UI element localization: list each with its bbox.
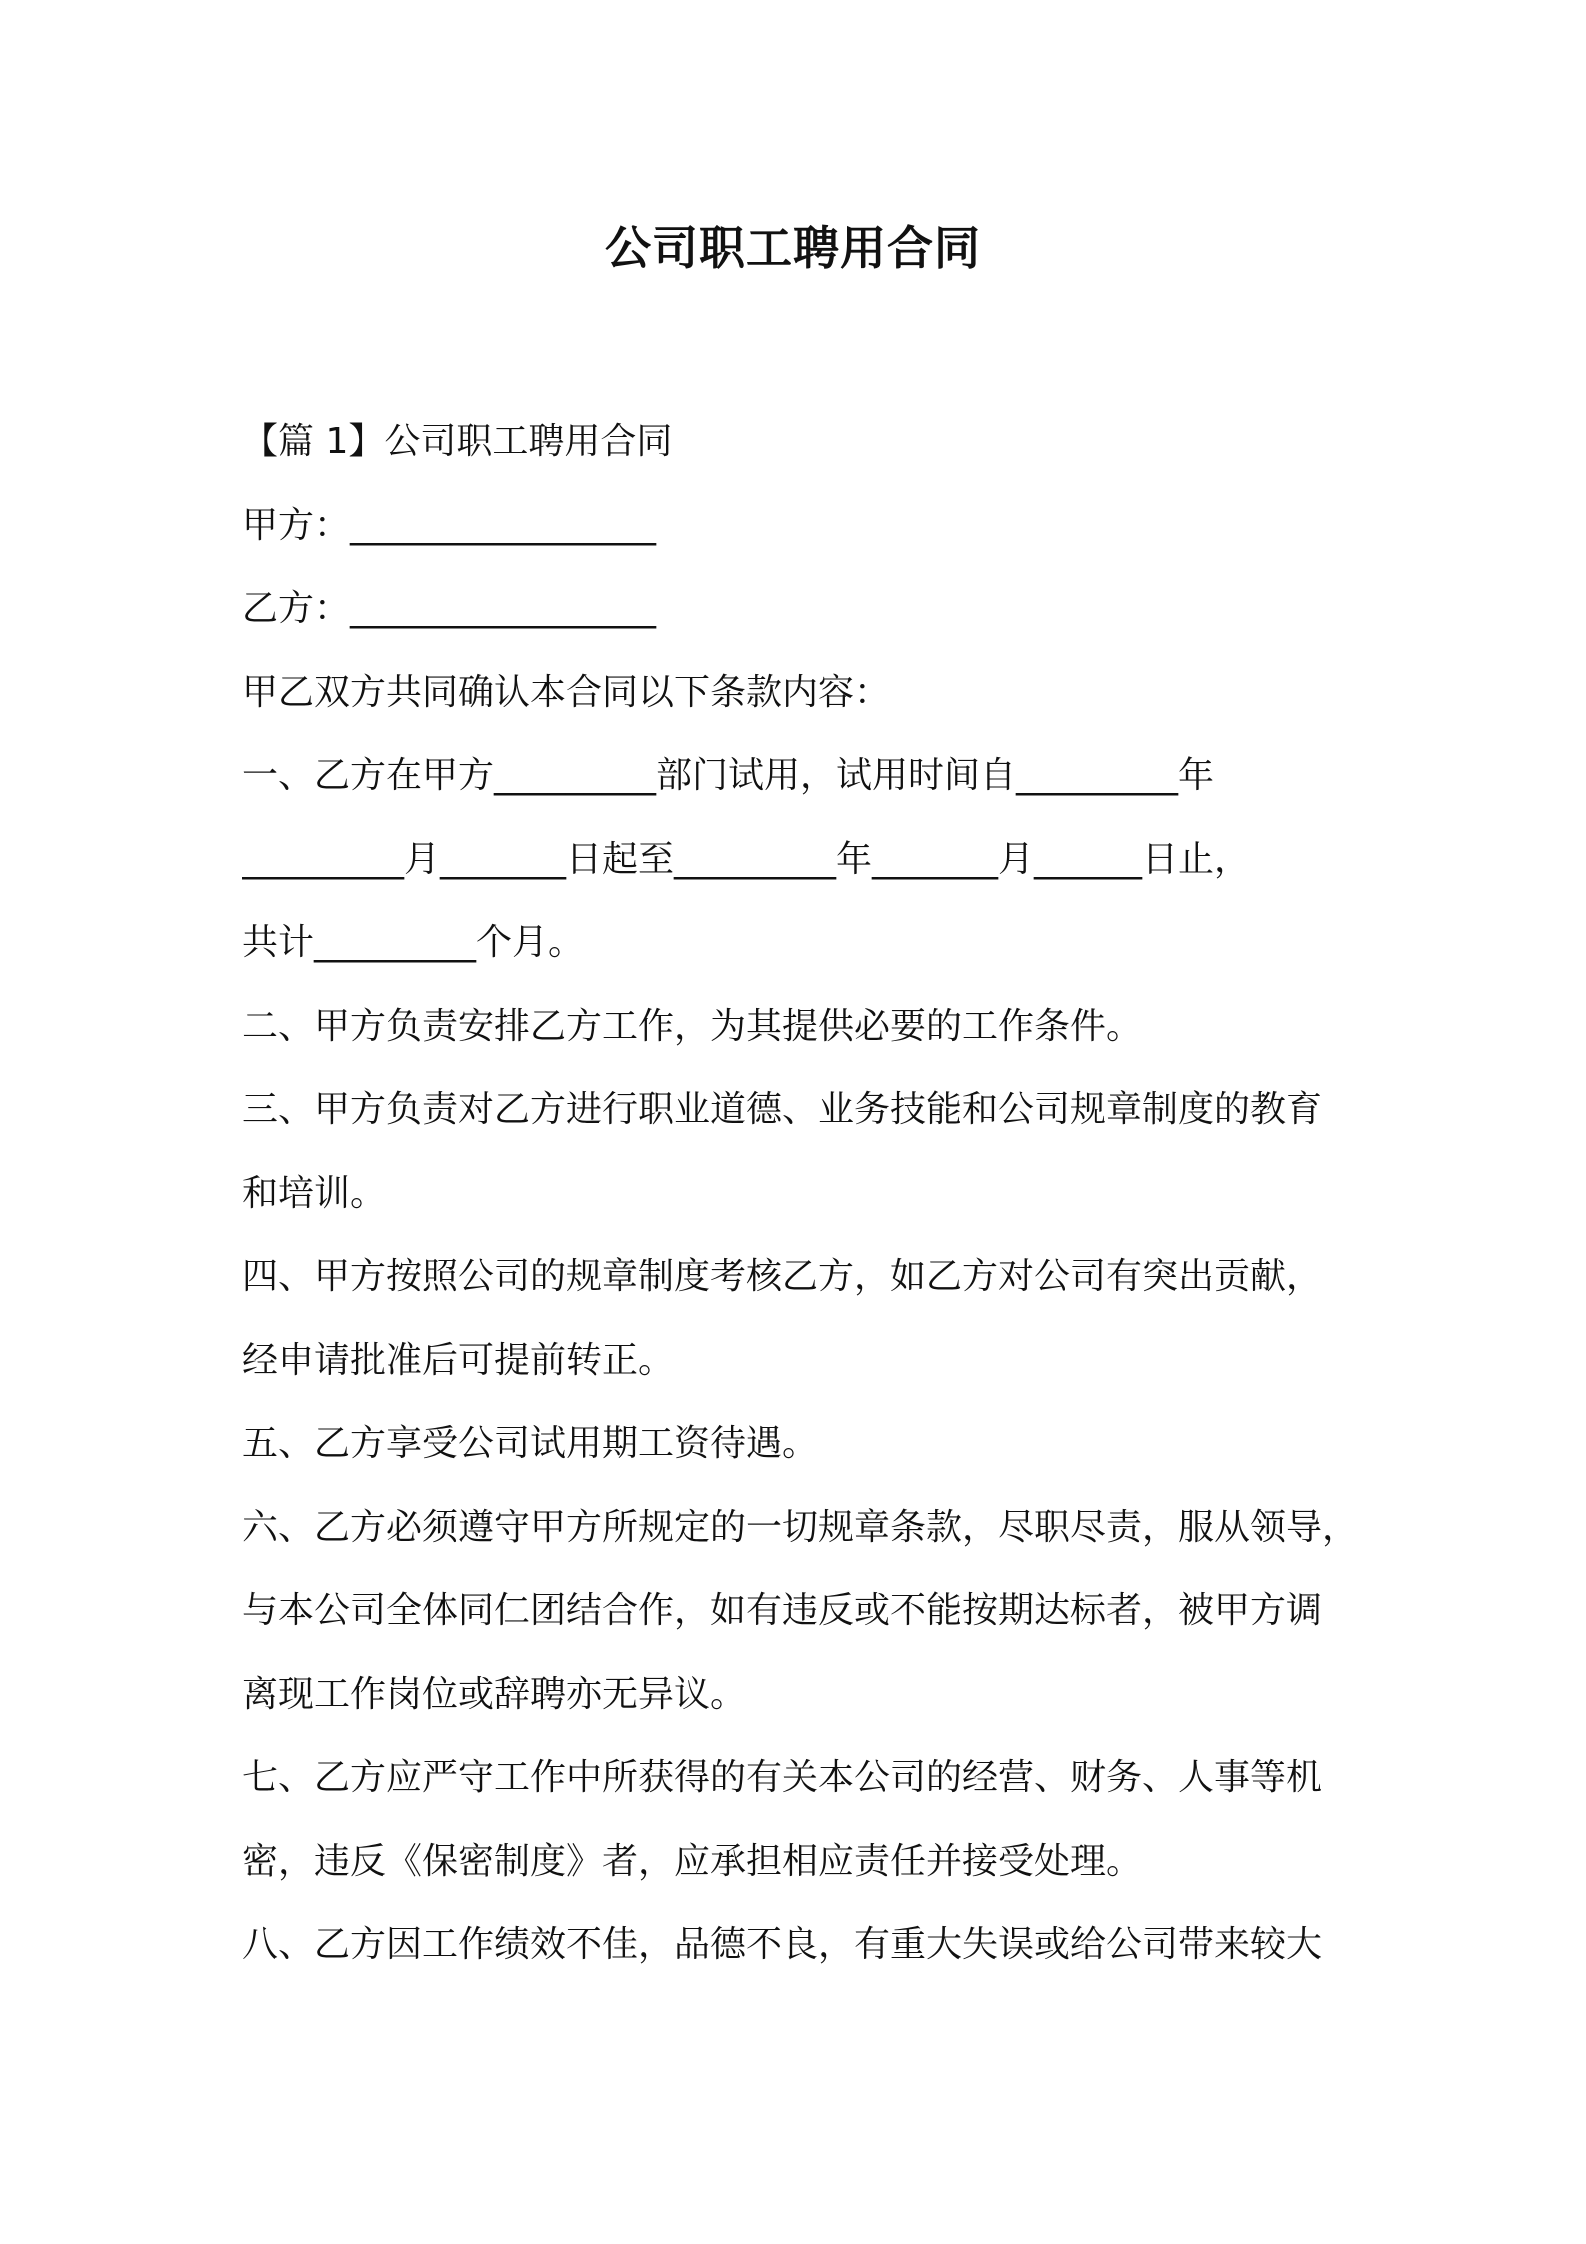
intro-line: 甲乙双方共同确认本合同以下条款内容：: [242, 671, 891, 713]
section-heading: 【篇 1】公司职工聘用合同: [242, 421, 673, 462]
clause-5-line-1: 五、乙方享受公司试用期工资待遇。: [242, 1423, 819, 1464]
clause-4-line-2: 经申请批准后可提前转正。: [242, 1339, 675, 1381]
clause-1-line-1: 一、乙方在甲方_________部门试用，试用时间自_________年: [242, 755, 1215, 796]
document-title: 公司职工聘用合同: [605, 221, 981, 275]
clause-1-line-2: _________月_______日起至_________年_______月______日止，: [242, 838, 1251, 880]
clause-6-line-2: 与本公司全体同仁团结合作，如有违反或不能按期达标者，被甲方调: [242, 1590, 1323, 1631]
clause-2-line-1: 二、甲方负责安排乙方工作，为其提供必要的工作条件。: [242, 1005, 1143, 1047]
clause-1-line-3: 共计_________个月。: [242, 922, 585, 963]
clause-4-line-1: 四、甲方按照公司的规章制度考核乙方，如乙方对公司有突出贡献，: [242, 1256, 1323, 1297]
document-body: [242, 400, 1362, 1987]
clause-8-line-1: 八、乙方因工作绩效不佳，品德不良，有重大失误或给公司带来较大: [242, 1924, 1323, 1965]
clause-6-line-1: 六、乙方必须遵守甲方所规定的一切规章条款，尽职尽责，服从领导，: [242, 1506, 1359, 1548]
clause-6-line-3: 离现工作岗位或辞聘亦无异议。: [242, 1673, 747, 1715]
clause-3-line-1: 三、甲方负责对乙方进行职业道德、业务技能和公司规章制度的教育: [242, 1089, 1323, 1130]
party-a-line: 甲方：_________________: [242, 504, 657, 546]
party-b-line: 乙方：_________________: [242, 588, 657, 629]
clause-7-line-1: 七、乙方应严守工作中所获得的有关本公司的经营、财务、人事等机: [242, 1757, 1323, 1798]
clause-7-line-2: 密，违反《保密制度》者，应承担相应责任并接受处理。: [242, 1840, 1143, 1882]
clause-3-line-2: 和培训。: [242, 1172, 387, 1214]
